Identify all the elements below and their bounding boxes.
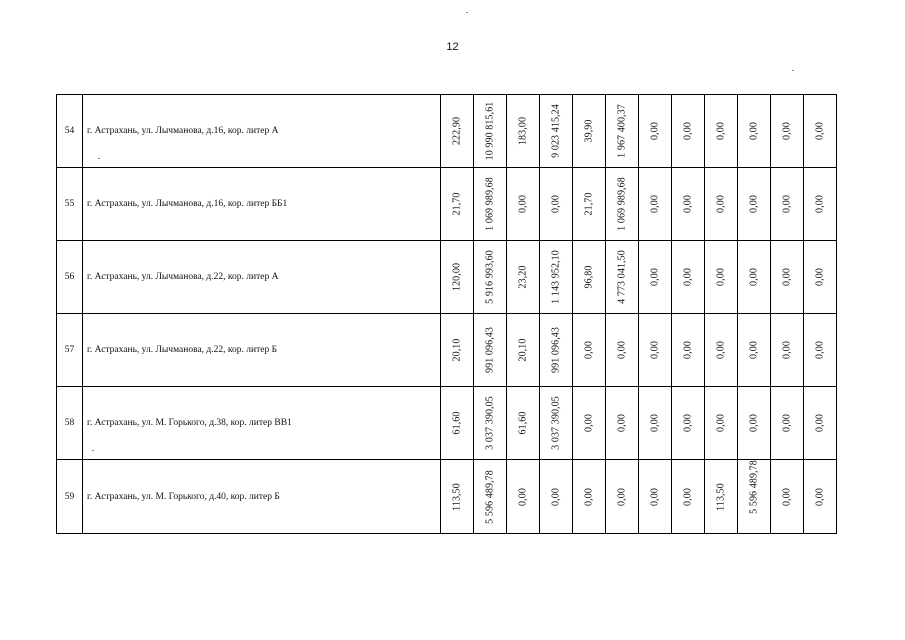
value-text: 0,00 <box>550 487 562 506</box>
value-cell <box>606 95 639 168</box>
value-text: 0,00 <box>781 487 793 506</box>
value-cell <box>804 460 837 534</box>
page-number: 12 <box>446 41 459 53</box>
table-row <box>57 95 837 168</box>
value-text: 0,00 <box>682 195 694 213</box>
value-text: 0,00 <box>781 414 793 432</box>
value-text: 21,70 <box>583 192 595 216</box>
address-cell: г. Астрахань, ул. Лычманова, д.22, кор. литер Б <box>83 314 441 387</box>
value-text: 0,00 <box>748 414 760 432</box>
value-text: 0,00 <box>748 341 760 359</box>
scan-speck <box>466 12 468 13</box>
scan-speck <box>792 70 794 71</box>
value-cell <box>771 314 804 387</box>
value-cell <box>540 460 573 534</box>
row-number: 57 <box>57 314 83 387</box>
value-text: 0,00 <box>649 487 661 506</box>
address-cell: г. Астрахань, ул. Лычманова, д.16, кор. литер А <box>83 95 441 168</box>
value-text: 0,00 <box>715 122 727 140</box>
row-number: 58 <box>57 387 83 460</box>
value-cell <box>507 168 540 241</box>
value-text: 0,00 <box>682 414 694 432</box>
value-cell <box>606 241 639 314</box>
value-cell <box>507 387 540 460</box>
value-text: 0,00 <box>649 195 661 213</box>
table-row <box>57 460 837 534</box>
value-text: 0,00 <box>748 268 760 286</box>
value-cell <box>672 241 705 314</box>
value-cell <box>441 387 474 460</box>
table-row <box>57 314 837 387</box>
value-cell <box>573 314 606 387</box>
value-cell <box>474 168 507 241</box>
value-text: 0,00 <box>781 195 793 213</box>
value-text: 0,00 <box>616 341 628 359</box>
table-row <box>57 168 837 241</box>
value-cell <box>705 314 738 387</box>
value-text: 9 023 415,24 <box>550 104 562 158</box>
property-table <box>56 94 837 534</box>
value-cell <box>639 95 672 168</box>
value-cell <box>804 314 837 387</box>
value-cell <box>474 95 507 168</box>
table-row <box>57 241 837 314</box>
value-cell <box>507 460 540 534</box>
value-text: 0,00 <box>649 122 661 140</box>
value-cell <box>771 168 804 241</box>
value-text: 0,00 <box>814 195 826 213</box>
address-cell: г. Астрахань, ул. М. Горького, д.38, кор. литер ВВ1 <box>83 387 441 460</box>
value-text: 113,50 <box>715 482 727 511</box>
value-cell <box>441 168 474 241</box>
value-text: 20,10 <box>451 338 463 362</box>
value-text: 0,00 <box>616 414 628 432</box>
value-text: 0,00 <box>715 268 727 286</box>
value-text: 0,00 <box>517 487 529 506</box>
value-text: 183,00 <box>517 116 529 146</box>
value-text: 0,00 <box>814 268 826 286</box>
value-text: 0,00 <box>550 195 562 213</box>
value-cell <box>705 460 738 534</box>
value-cell <box>606 314 639 387</box>
value-cell <box>705 241 738 314</box>
value-text: 0,00 <box>715 341 727 359</box>
value-cell <box>672 314 705 387</box>
value-text: 0,00 <box>649 268 661 286</box>
value-text: 1 069 989,68 <box>616 177 628 231</box>
row-number: 54 <box>57 95 83 168</box>
value-text: 0,00 <box>715 414 727 432</box>
value-cell <box>540 95 573 168</box>
value-text: 1 967 400,37 <box>616 104 628 158</box>
value-cell <box>639 387 672 460</box>
value-cell <box>639 314 672 387</box>
value-cell <box>738 241 771 314</box>
value-cell <box>507 95 540 168</box>
value-cell <box>771 95 804 168</box>
value-cell <box>441 241 474 314</box>
value-cell <box>771 387 804 460</box>
scan-speck <box>92 450 94 451</box>
value-text: 21,70 <box>451 192 463 216</box>
value-cell <box>672 95 705 168</box>
value-text: 0,00 <box>616 487 628 506</box>
value-cell <box>540 314 573 387</box>
value-text: 0,00 <box>814 122 826 140</box>
value-cell <box>441 95 474 168</box>
value-text: 0,00 <box>781 268 793 286</box>
value-text: 0,00 <box>814 414 826 432</box>
value-text: 991 096,43 <box>484 327 496 373</box>
value-cell <box>771 460 804 534</box>
value-cell <box>804 168 837 241</box>
value-text: 0,00 <box>682 268 694 286</box>
value-text: 1 069 989,68 <box>484 177 496 231</box>
value-text: 5 916 993,60 <box>484 250 496 304</box>
value-cell <box>672 387 705 460</box>
value-text: 20,10 <box>517 338 529 362</box>
value-text: 0,00 <box>583 414 595 432</box>
value-cell <box>441 314 474 387</box>
value-cell <box>639 168 672 241</box>
scan-speck <box>98 158 100 159</box>
value-cell <box>540 387 573 460</box>
value-cell <box>738 168 771 241</box>
address-cell: г. Астрахань, ул. Лычманова, д.16, кор. литер ББ1 <box>83 168 441 241</box>
address-cell: г. Астрахань, ул. Лычманова, д.22, кор. литер А <box>83 241 441 314</box>
value-text: 61,60 <box>517 411 529 435</box>
value-cell <box>804 241 837 314</box>
value-text: 3 037 390,05 <box>550 396 562 450</box>
value-cell <box>771 241 804 314</box>
value-text: 39,90 <box>583 119 595 143</box>
value-cell <box>606 387 639 460</box>
value-text: 991 096,43 <box>550 327 562 373</box>
value-cell <box>606 460 639 534</box>
value-text: 0,00 <box>748 195 760 213</box>
value-cell <box>573 387 606 460</box>
value-cell <box>540 241 573 314</box>
value-text: 0,00 <box>814 487 826 506</box>
value-cell <box>606 168 639 241</box>
value-text: 0,00 <box>748 122 760 140</box>
value-text: 0,00 <box>781 341 793 359</box>
table-row <box>57 387 837 460</box>
value-cell <box>738 387 771 460</box>
value-cell <box>639 460 672 534</box>
value-cell <box>705 95 738 168</box>
value-text: 1 143 952,10 <box>550 250 562 304</box>
value-cell <box>639 241 672 314</box>
value-cell <box>738 460 771 534</box>
value-cell <box>441 460 474 534</box>
value-text: 113,50 <box>451 482 463 511</box>
value-text: 0,00 <box>682 341 694 359</box>
value-text: 5 596 489,78 <box>748 459 760 514</box>
value-text: 222,90 <box>451 116 463 146</box>
value-text: 0,00 <box>649 414 661 432</box>
value-text: 10 990 815,61 <box>484 101 496 161</box>
value-cell <box>474 387 507 460</box>
value-cell <box>672 168 705 241</box>
value-cell <box>573 168 606 241</box>
value-text: 0,00 <box>715 195 727 213</box>
value-cell <box>573 95 606 168</box>
value-cell <box>573 241 606 314</box>
value-cell <box>705 168 738 241</box>
value-cell <box>573 460 606 534</box>
value-text: 0,00 <box>517 195 529 213</box>
value-text: 5 596 489,78 <box>484 469 496 524</box>
value-text: 61,60 <box>451 411 463 435</box>
value-cell <box>474 241 507 314</box>
value-text: 0,00 <box>583 341 595 359</box>
value-text: 0,00 <box>781 122 793 140</box>
value-text: 0,00 <box>682 487 694 506</box>
row-number: 59 <box>57 460 83 534</box>
row-number: 56 <box>57 241 83 314</box>
value-cell <box>672 460 705 534</box>
value-cell <box>804 387 837 460</box>
value-text: 23,20 <box>517 265 529 289</box>
value-cell <box>540 168 573 241</box>
address-cell: г. Астрахань, ул. М. Горького, д.40, кор. литер Б <box>83 460 441 534</box>
value-text: 0,00 <box>682 122 694 140</box>
value-text: 0,00 <box>583 487 595 506</box>
value-cell <box>705 387 738 460</box>
value-text: 120,00 <box>451 262 463 292</box>
value-cell <box>507 241 540 314</box>
value-text: 4 773 041,50 <box>616 250 628 304</box>
value-text: 96,80 <box>583 265 595 289</box>
value-cell <box>474 460 507 534</box>
value-cell <box>804 95 837 168</box>
value-text: 3 037 390,05 <box>484 396 496 450</box>
value-text: 0,00 <box>649 341 661 359</box>
value-cell <box>738 95 771 168</box>
row-number: 55 <box>57 168 83 241</box>
value-text: 0,00 <box>814 341 826 359</box>
value-cell <box>738 314 771 387</box>
value-cell <box>474 314 507 387</box>
value-cell <box>507 314 540 387</box>
